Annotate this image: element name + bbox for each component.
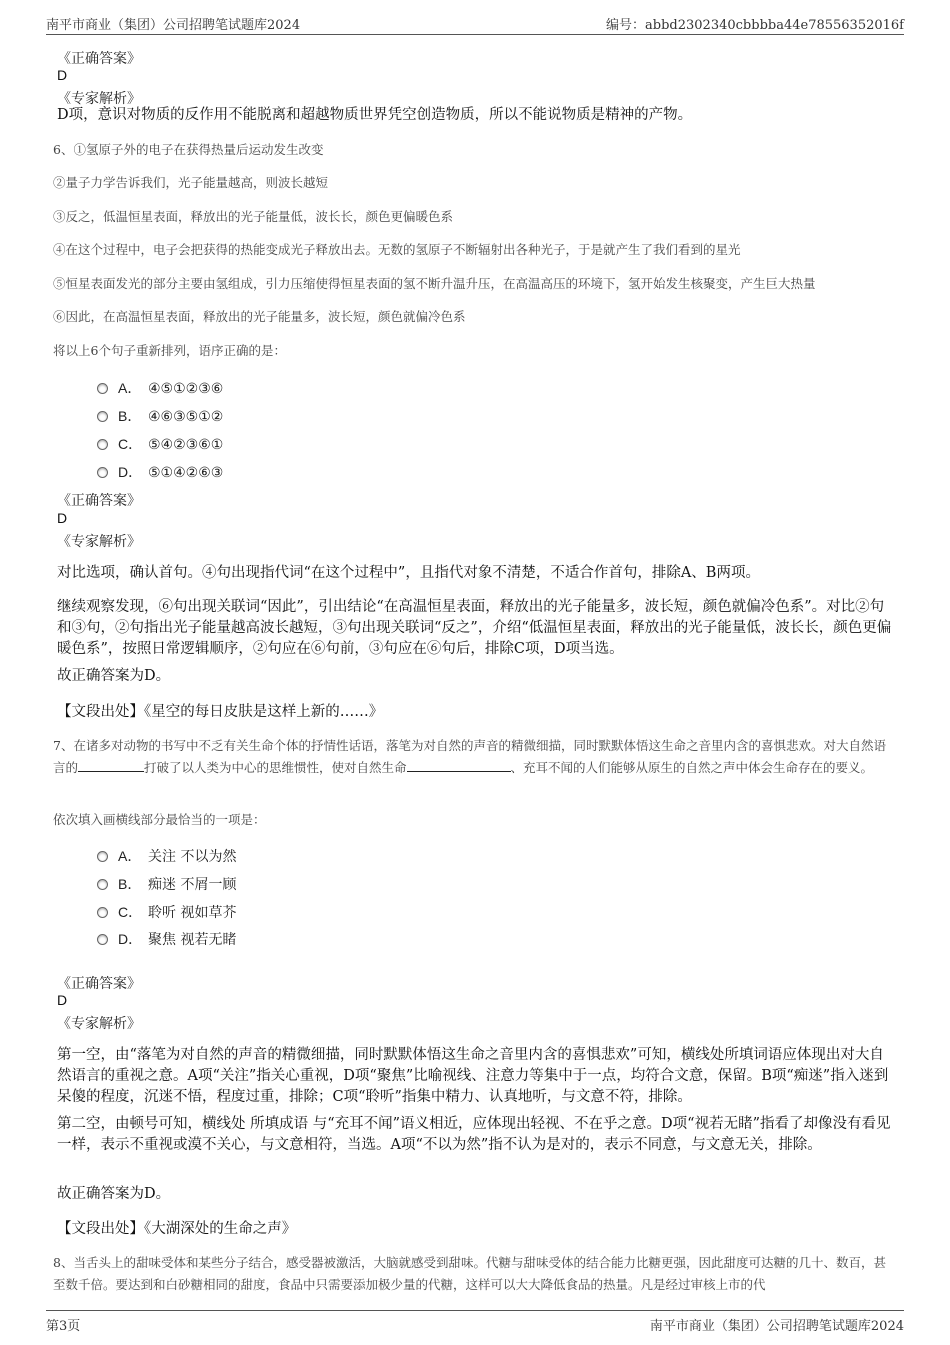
option-label: A．: [118, 848, 142, 864]
page-header: [46, 12, 904, 35]
analysis-paragraph: 第一空，由“落笔为对自然的声音的精微细描，同时默默体悟这生命之音里内含的喜惧悲欢”可知，横线处所填词语应体现出对大自然语言的重视之意。A项“关注”指关心重视，D项“聚焦”比喻视线、注意力等集中于一点，均符合文意，保留。B项“痴迷”指入迷到呆傻的程度，沉迷不悟，程度过重，排除；C项“聆听”指集中精力、认真地听，与文意不符，排除。: [57, 1047, 889, 1105]
question-sentence: ③反之，低温恒星表面，释放出的光子能量低，波长长，颜色更偏暖色系: [53, 209, 454, 224]
header-title: 南平市商业（集团）公司招聘笔试题库2024: [46, 18, 301, 33]
question-text-part: 、充耳不闻的人们能够从原生的自然之声中体会生命存在的要义。: [510, 760, 874, 775]
option-label: B．: [118, 408, 142, 424]
question-text-part: 打破了以人类为中心的思维惯性，使对自然生命: [144, 760, 407, 775]
option-b[interactable]: [97, 874, 236, 894]
radio-icon[interactable]: [97, 467, 108, 478]
page-footer: [46, 1310, 904, 1335]
answer-value: D: [57, 67, 68, 83]
option-text: ⑤④②③⑥①: [148, 437, 224, 453]
analysis-label: 《专家解析》: [57, 91, 141, 107]
option-text: 痴迷 不屑一顾: [148, 877, 237, 893]
answer-label: 《正确答案》: [57, 51, 141, 67]
question-sentence: ④在这个过程中，电子会把获得的热能变成光子释放出去。无数的氢原子不断辐射出各种光子，于是就产生了我们看到的星光: [53, 242, 741, 257]
radio-icon[interactable]: [97, 411, 108, 422]
radio-icon[interactable]: [97, 934, 108, 945]
option-label: B．: [118, 876, 142, 892]
option-a[interactable]: [97, 846, 236, 866]
fill-blank-1: [78, 771, 144, 772]
analysis-label: 《专家解析》: [57, 1016, 141, 1032]
header-code: 编号：abbd2302340cbbbba44e78556352016f: [606, 18, 904, 33]
question-text: [53, 735, 895, 779]
option-d[interactable]: [97, 462, 223, 482]
radio-icon[interactable]: [97, 851, 108, 862]
question-sentence: ⑥因此，在高温恒星表面，释放出的光子能量多，波长短，颜色就偏冷色系: [53, 309, 466, 324]
question-text-part: 7、在诸多对动物的书写中不乏有关生命个体的抒情性话语，落笔为对自然的声音的精微细描，同时默默体悟这生命之音里内含的喜惧悲欢。对大自然语言的: [53, 738, 886, 775]
question-prompt: 将以上6个句子重新排列，语序正确的是：: [53, 343, 286, 358]
option-label: D．: [118, 931, 143, 947]
radio-icon[interactable]: [97, 907, 108, 918]
footer-title: 南平市商业（集团）公司招聘笔试题库2024: [649, 1319, 904, 1334]
option-a[interactable]: [97, 378, 223, 398]
analysis-text: D项，意识对物质的反作用不能脱离和超越物质世界凭空创造物质，所以不能说物质是精神的产物。: [57, 107, 693, 123]
analysis-paragraph: 继续观察发现，⑥句出现关联词“因此”，引出结论“在高温恒星表面，释放出的光子能量多，波长短，颜色就偏冷色系”。对比②句和③句，②句指出光子能量越高波长越短，③句出现关联词“反之”，介绍“低温恒星表面，释放出的光子能量低，波长长，颜色更偏暖色系”，按照日常逻辑顺序，②句应在⑥句前，③句应在⑥句后，排除C项，D项当选。: [57, 599, 892, 657]
question-prompt: 依次填入画横线部分最恰当的一项是：: [53, 812, 266, 827]
option-c[interactable]: [97, 902, 236, 922]
page-number: 第3页: [46, 1319, 81, 1334]
source-citation: 【文段出处】《星空的每日皮肤是这样上新的……》: [57, 704, 384, 720]
option-d[interactable]: [97, 929, 236, 949]
option-text: ④⑤①②③⑥: [148, 381, 224, 397]
option-text: ⑤①④②⑥③: [148, 465, 224, 481]
answer-value: D: [57, 510, 68, 526]
option-label: C．: [118, 436, 143, 452]
fill-blank-2: [407, 771, 511, 772]
radio-icon[interactable]: [97, 879, 108, 890]
question-sentence: ②量子力学告诉我们，光子能量越高，则波长越短: [53, 175, 329, 190]
analysis-paragraph: 对比选项，确认首句。④句出现指代词“在这个过程中”，且指代对象不清楚，不适合作首句，排除A、B两项。: [57, 565, 760, 581]
option-label: C．: [118, 904, 143, 920]
option-c[interactable]: [97, 434, 223, 454]
analysis-paragraph: 故正确答案为D。: [57, 1186, 171, 1202]
answer-value: D: [57, 992, 68, 1008]
option-text: 聆听 视如草芥: [148, 905, 237, 921]
answer-label: 《正确答案》: [57, 493, 141, 509]
radio-icon[interactable]: [97, 383, 108, 394]
question-sentence: ⑤恒星表面发光的部分主要由氢组成，引力压缩使得恒星表面的氢不断升温升压，在高温高压的环境下，氢开始发生核聚变，产生巨大热量: [53, 276, 816, 291]
option-label: D．: [118, 464, 143, 480]
analysis-paragraph: 故正确答案为D。: [57, 668, 171, 684]
analysis-label: 《专家解析》: [57, 534, 141, 550]
question-text: 8、当舌头上的甜味受体和某些分子结合，感受器被激活，大脑就感受到甜味。代糖与甜味受体的结合能力比糖更强，因此甜度可达糖的几十、数百，甚至数千倍。要达到和白砂糖相同的甜度，食品中只需要添加极少量的代糖，这样可以大大降低食品的热量。凡是经过审核上市的代: [53, 1255, 886, 1292]
option-text: ④⑥③⑤①②: [148, 409, 224, 425]
option-text: 聚焦 视若无睹: [148, 932, 237, 948]
option-b[interactable]: [97, 406, 223, 426]
option-label: A．: [118, 380, 142, 396]
analysis-paragraph: 第二空，由顿号可知，横线处 所填成语 与“充耳不闻”语义相近，应体现出轻视、不在乎之意。D项“视若无睹”指看了却像没有看见一样，表示不重视或漠不关心，与文意相符，当选。A项“不以为然”指不认为是对的，表示不同意，与文意无关，排除。: [57, 1116, 891, 1153]
radio-icon[interactable]: [97, 439, 108, 450]
question-sentence: 6、①氢原子外的电子在获得热量后运动发生改变: [53, 142, 324, 157]
source-citation: 【文段出处】《大湖深处的生命之声》: [57, 1221, 297, 1237]
answer-label: 《正确答案》: [57, 976, 141, 992]
option-text: 关注 不以为然: [148, 849, 237, 865]
